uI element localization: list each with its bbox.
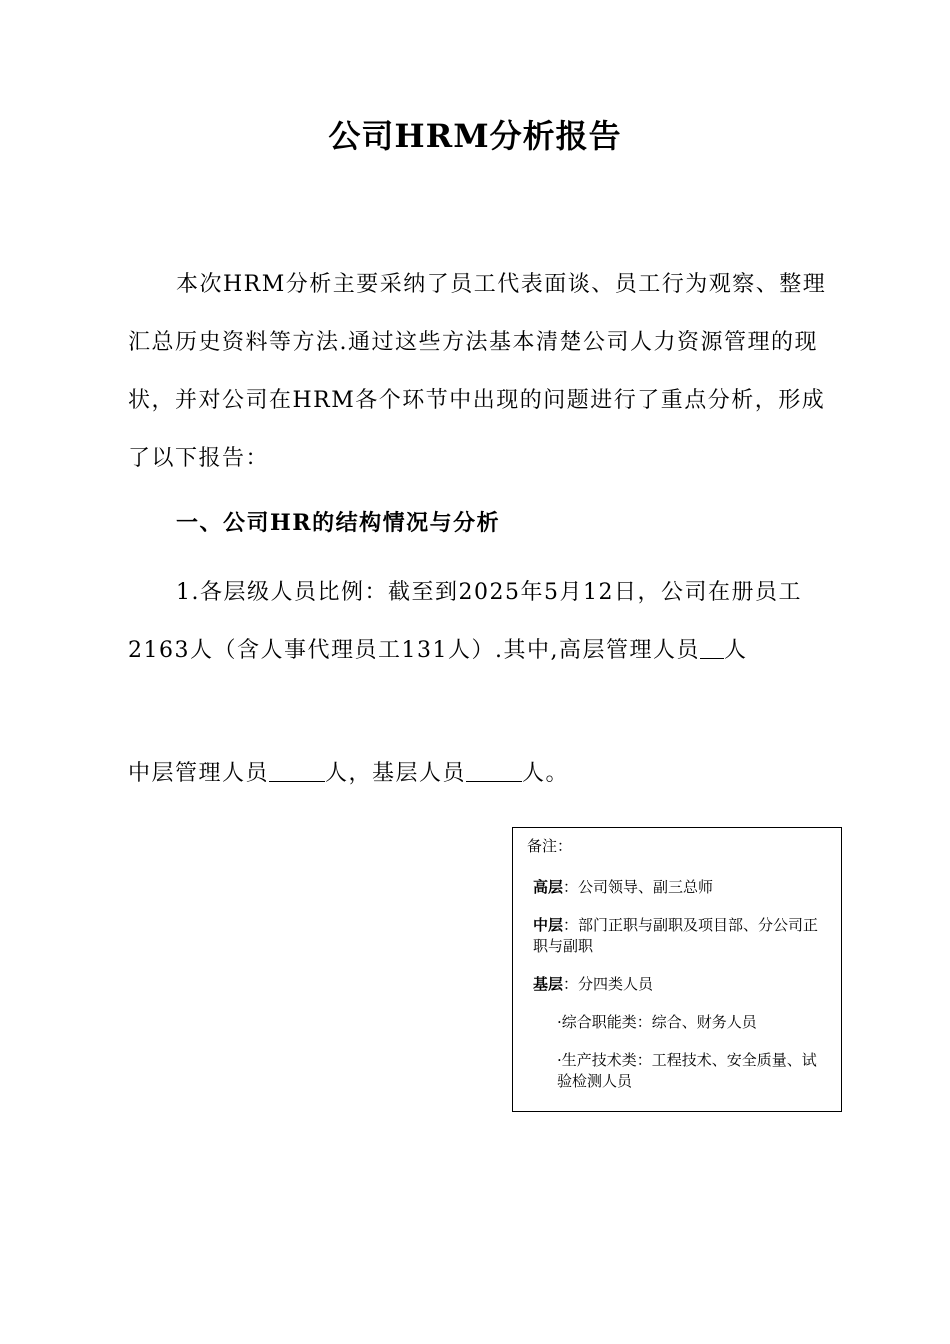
note-box: [512, 827, 842, 1112]
note-base: [527, 974, 829, 995]
middle-count-blank: [269, 761, 325, 782]
note-senior-text: ：公司领导、副三总师: [563, 878, 714, 896]
page-title: 公司HRM分析报告: [328, 117, 622, 155]
item-staff-ratio: [128, 564, 828, 680]
note-base-label: 基层: [533, 975, 564, 993]
note-category-production-text: ·生产技术类：工程技术、安全质量、试验检测人员: [557, 1051, 817, 1090]
note-category-production: [527, 1050, 829, 1092]
base-count-label: 人，基层人员: [325, 761, 467, 786]
base-count-blank: [466, 761, 522, 782]
note-category-general: ·综合职能类：综合、财务人员: [557, 1013, 757, 1031]
note-middle-label: 中层: [533, 916, 564, 934]
item-staff-ratio-text: 1.各层级人员比例：截至到2025年5月12日，公司在册员工2163人（含人事代理员工131人）.其中,高层管理人员: [128, 580, 802, 663]
middle-count-label: 中层管理人员: [128, 761, 270, 786]
note-senior-label: 高层: [533, 878, 564, 896]
item-staff-ratio-continued: [128, 745, 569, 803]
note-senior: [527, 877, 829, 898]
intro-paragraph: 本次HRM分析主要采纳了员工代表面谈、员工行为观察、整理汇总历史资料等方法.通过这些方法基本清楚公司人力资源管理的现状，并对公司在HRM各个环节中出现的问题进行了重点分析，形成了以下报告：: [128, 272, 827, 471]
item-unit-text: 人: [723, 638, 748, 663]
note-middle: [527, 915, 829, 957]
line-end-text: 人。: [522, 761, 570, 786]
section-heading-structure: 一、公司HR的结构情况与分析: [176, 510, 501, 536]
note-title: 备注：: [527, 837, 573, 855]
note-base-text: ：分四类人员: [563, 975, 654, 993]
senior-count-blank: [700, 638, 724, 659]
note-middle-text: ：部门正职与副职及项目部、分公司正职与副职: [533, 916, 819, 955]
